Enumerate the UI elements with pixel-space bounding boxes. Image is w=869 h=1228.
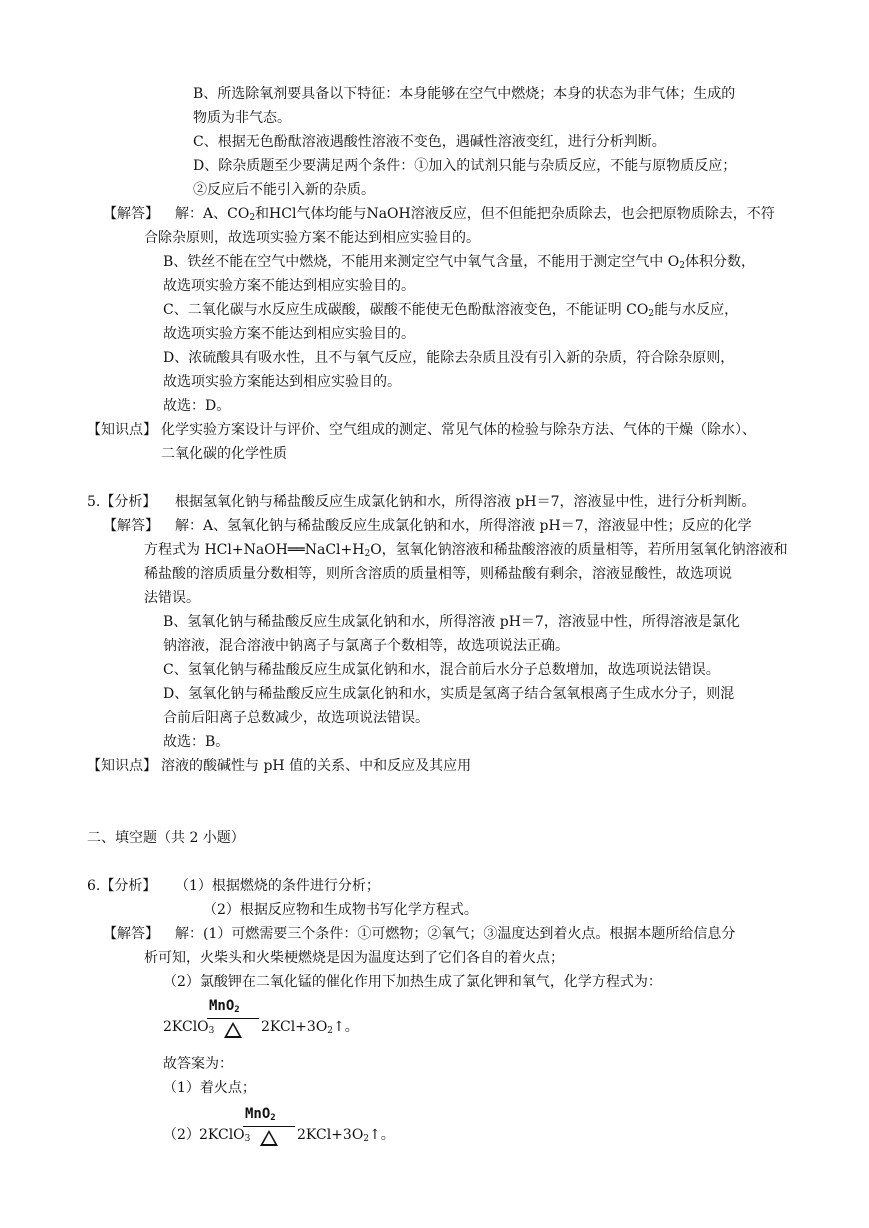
analysis-c-line1: C、根据无色酚酞溶液遇酸性溶液不变色，遇碱性溶液变红，进行分析判断。 xyxy=(193,134,666,150)
answer-c-line1: C、二氧化碳与水反应生成碳酸，碳酸不能使无色酚酞溶液变色，不能证明 $CO_2$能与水反应， xyxy=(163,302,739,319)
answer-b-line2: 故选项实验方案不能达到相应实验目的。 xyxy=(163,278,415,294)
answer-d-line1: D、浓硫酸具有吸水性，且不与氧气反应，能除去杂质且没有引入新的杂质，符合除杂原则， xyxy=(163,350,735,366)
final-answer-2-label: （2） xyxy=(163,1127,200,1143)
q5-answer-choice: 故选：B。 xyxy=(163,734,230,750)
answer-c-line2: 故选项实验方案不能达到相应实验目的。 xyxy=(163,326,415,342)
analysis-d-line1: D、除杂质题至少要满足两个条件：①加入的试剂只能与杂质反应，不能与原物质反应； xyxy=(193,158,737,174)
q5-answer-b2: 钠溶液，混合溶液中钠离子与氯离子个数相等，故选项说法正确。 xyxy=(163,638,569,654)
analysis-b-line2: 物质为非气态。 xyxy=(193,110,291,126)
analysis-b-line1: B、所选除氧剂要具备以下特征：本身能够在空气中燃烧；本身的状态为非气体；生成的 xyxy=(193,86,736,102)
analysis-d-line2: ②反应后不能引入新的杂质。 xyxy=(193,182,375,198)
equation-product: $2KCl+3O_2↑$。 xyxy=(261,1019,359,1036)
q5-answer-d1: D、氢氧化钠与稀盐酸反应生成氯化钠和水，实质是氢离子结合氢氧根离子生成水分子，则混 xyxy=(163,686,735,702)
q6-answer-line1: 解：(1）可燃需要三个条件：①可燃物；②氧气；③温度达到着火点。根据本题所给信息分 xyxy=(175,926,736,942)
heat-triangle-icon xyxy=(224,1022,242,1038)
q5-answer-a2: 方程式为 $HCl+NaOH══NaCl+H_2O$，氢氧化钠溶液和稀盐酸溶液的质量相等，若所用氢氧化钠溶液和 xyxy=(144,542,788,559)
equation-bar xyxy=(207,1018,259,1019)
answer-d-line2: 故选项实验方案能达到相应实验目的。 xyxy=(163,374,401,390)
q5-analysis-text: 根据氢氧化钠与稀盐酸反应生成氯化钠和水，所得溶液 pH＝7，溶液显中性，进行分析判断。 xyxy=(175,494,756,510)
q5-knowledge-label: 【知识点】 xyxy=(87,758,157,774)
chemical-equation-1 xyxy=(163,998,363,1044)
q6-answer-line2: 析可知，火柴头和火柴梗燃烧是因为温度达到了它们各自的着火点； xyxy=(144,950,564,966)
q5-analysis-label: 5.【分析】 xyxy=(87,494,157,510)
section-title: 二、填空题（共 2 小题） xyxy=(87,830,245,846)
answer-choice: 故选：D。 xyxy=(163,398,231,414)
answer-a-line2: 合除杂原则，故选项实验方案不能达到相应实验目的。 xyxy=(144,230,480,246)
q6-analysis-2: （2）根据反应物和生成物书写化学方程式。 xyxy=(203,902,478,918)
final-answer-1: （1）着火点； xyxy=(163,1080,256,1096)
q5-answer-c1: C、氢氧化钠与稀盐酸反应生成氯化钠和水，混合前后水分子总数增加，故选项说法错误。 xyxy=(163,662,720,678)
heat-triangle-icon xyxy=(260,1130,278,1146)
equation-reactant: 2KClO$_3$ xyxy=(163,1019,215,1036)
q5-answer-a3: 稀盐酸的溶质质量分数相等，则所含溶质的质量相等，则稀盐酸有剩余，溶液显酸性，故选项说 xyxy=(144,566,732,582)
q5-answer-d2: 合前后阳离子总数减少，故选项说法错误。 xyxy=(163,710,429,726)
equation-bar xyxy=(243,1126,295,1127)
q6-answer-line3: （2）氯酸钾在二氧化锰的催化作用下加热生成了氯化钾和氧气，化学方程式为： xyxy=(163,974,662,990)
equation-product: $2KCl+3O_2↑$。 xyxy=(297,1127,395,1144)
q5-knowledge-text: 溶液的酸碱性与 pH 值的关系、中和反应及其应用 xyxy=(161,758,472,774)
catalyst-label: MnO$_2$ xyxy=(245,1106,276,1123)
catalyst-label: MnO$_2$ xyxy=(209,998,240,1015)
q5-answer-label: 【解答】 xyxy=(103,518,159,534)
q5-answer-a4: 法错误。 xyxy=(144,590,200,606)
q5-answer-b1: B、氢氧化钠与稀盐酸反应生成氯化钠和水，所得溶液 pH＝7，溶液显中性，所得溶液是氯化 xyxy=(163,614,740,630)
knowledge-line2: 二氧化碳的化学性质 xyxy=(161,446,287,462)
q6-analysis-label: 6.【分析】 xyxy=(87,878,157,894)
q6-answer-label: 【解答】 xyxy=(103,926,159,942)
answer-a-line1: 解：A、$CO_2$和HCl气体均能与NaOH溶液反应，但不但能把杂质除去，也会把原物质除去，不符 xyxy=(175,206,775,223)
answer-intro: 故答案为： xyxy=(163,1056,233,1072)
q6-analysis-1: （1）根据燃烧的条件进行分析； xyxy=(175,878,380,894)
knowledge-label: 【知识点】 xyxy=(87,422,157,438)
knowledge-line1: 化学实验方案设计与评价、空气组成的测定、常见气体的检验与除杂方法、气体的干燥（除水）、 xyxy=(161,422,756,438)
q5-answer-a1: 解：A、氢氧化钠与稀盐酸反应生成氯化钠和水，所得溶液 pH＝7，溶液显中性；反应的化学 xyxy=(175,518,752,534)
answer-b-line1: B、铁丝不能在空气中燃烧，不能用来测定空气中氧气含量，不能用于测定空气中 $O_2$体积分数， xyxy=(163,254,755,271)
answer-label: 【解答】 xyxy=(103,206,159,222)
chemical-equation-2 xyxy=(199,1106,399,1152)
equation-reactant: 2KClO$_3$ xyxy=(199,1127,251,1144)
